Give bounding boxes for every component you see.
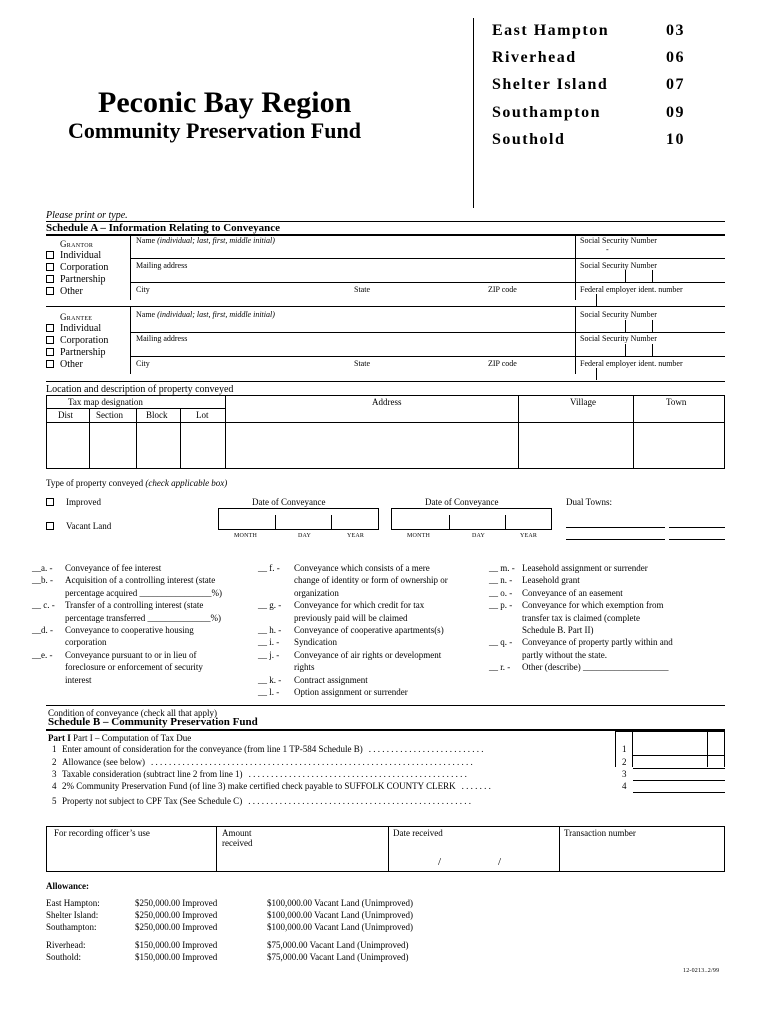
conveyance-code-text: change of identity or form of ownership or [294,575,448,586]
line-amount-field[interactable] [633,780,725,793]
leader-dots: . . . . . . . . . . . . . . . . . . . . . . . . . . . . . . . . . . . . . . . . . . . . . . . . . [248,769,467,779]
conveyance-code-blank[interactable]: __d. - [32,625,53,635]
town-name: Riverhead [492,49,577,66]
rule [625,270,626,282]
lot-header: Lot [196,410,209,420]
conveyance-code-text: Option assignment or surrender [294,687,408,697]
date-received-label: Date received [393,828,443,838]
grantor-partnership-checkbox[interactable] [46,274,106,285]
rule [559,826,560,872]
line-number: 3 [52,769,57,779]
grantee-heading: Grantee [60,312,93,322]
option-label: Corporation [60,335,109,346]
leader-dots: . . . . . . . . . . . . . . . . . . . . . . . . . . . . . . . . . . . . . . . . . . . . . . . . . . . . . . . . . . . . . . . . . . . . . . . . [150,757,473,767]
print-note: Please print or type. [46,210,128,221]
form-title: Peconic Bay Region [98,86,352,119]
rule [652,320,653,332]
rule [225,395,226,469]
allowance-vacant: $100,000.00 Vacant Land (Unimproved) [267,910,414,920]
header-divider [473,18,474,208]
line-text [62,757,607,767]
grantee-name-field[interactable]: Name (individual; last, first, middle initial) [136,310,275,319]
line-label: Property not subject to CPF Tax (See Schedule C) [62,796,243,806]
conveyance-code-text: percentage transferred ______________%) [65,612,221,623]
conveyance-code-text: Acquisition of a controlling interest (state [65,575,216,586]
town-code: 06 [666,49,685,66]
line-text [62,769,607,779]
rule [130,356,725,357]
checkbox-icon [46,324,54,332]
part1-title: Part I Part I – Computation of Tax Due [48,733,192,743]
line-label: Taxable consideration (subtract line 2 from line 1) [62,769,243,779]
date-of-conveyance-field-2[interactable] [391,508,552,530]
allowance-improved: $250,000.00 Improved [135,910,218,920]
line-box-number: 1 [622,744,627,754]
month-label: MONTH [407,533,430,539]
rule [652,270,653,282]
leader-dots: . . . . . . . [461,781,491,791]
allowance-vacant: $75,000.00 Vacant Land (Unimproved) [267,940,409,950]
conveyance-code-text: Conveyance of cooperative apartments(s) [294,625,444,635]
line-box-number: 3 [622,769,627,779]
ssn-dash: - [606,245,609,254]
vacant-land-checkbox[interactable] [46,521,111,531]
conveyance-code-blank[interactable]: __ h. - [258,625,282,635]
conveyance-code-text: rights [294,662,315,673]
option-label: Partnership [60,274,106,285]
rule [596,368,597,380]
rule [130,234,131,300]
conveyance-code-text: interest [65,674,92,685]
grantor-state-field[interactable]: State [354,285,370,294]
option-label: Individual [60,250,102,261]
conveyance-code-text: percentage acquired ________________%) [65,587,222,598]
allowance-improved: $150,000.00 Improved [135,952,218,962]
conveyance-code-text: Other (describe) ___________________ [522,662,669,673]
rule [130,258,725,259]
grantee-mailing-field[interactable]: Mailing address [136,334,188,343]
conveyance-code-blank[interactable]: __ p. - [489,600,513,611]
town-code: 03 [666,22,685,39]
rule [46,705,725,706]
checkbox-icon [46,360,54,368]
dual-town-field-4[interactable] [669,539,725,540]
date-slash: / [498,856,502,868]
grantor-name-field[interactable]: Name (individual; last, first, middle initial) [136,236,275,245]
grantor-fein-field[interactable]: Federal employer ident. number [580,285,683,294]
town-header: Town [666,397,687,407]
grantor-individual-checkbox[interactable] [46,250,101,261]
conveyance-code-blank[interactable]: __ k. - [258,674,282,685]
conveyance-code-blank[interactable]: __ o. - [489,587,513,598]
conveyance-code-text: Syndication [294,637,337,648]
line-label: 2% Community Preservation Fund (of line 3) make certified check payable to SUFFOLK COUNTY CLERK [62,781,456,791]
rule [46,381,725,382]
rule [449,515,450,530]
conveyance-code-blank[interactable]: __ q. - [489,637,513,648]
checkbox-icon [46,251,54,259]
dist-header: Dist [58,410,74,420]
grantor-corporation-checkbox[interactable] [46,262,108,273]
improved-checkbox[interactable] [46,497,101,507]
tax-map-header: Tax map designation [68,397,143,407]
conveyance-code-text: Schedule B. Part II) [522,625,594,635]
grantee-other-checkbox[interactable] [46,359,83,370]
form-number: 12-0213..2/99 [683,968,720,974]
grantor-mailing-field[interactable]: Mailing address [136,261,188,270]
section-header: Section [96,410,123,420]
conveyance-code-text: transfer tax is claimed (complete [522,612,640,623]
conveyance-code-text: corporation [65,637,107,648]
conveyance-code-text: Conveyance for which credit for tax [294,600,425,611]
transaction-number-label: Transaction number [564,828,636,838]
year-label: YEAR [347,533,365,539]
property-type-title: Type of property conveyed (check applicable box) [46,478,228,488]
town-code: 09 [666,104,685,121]
rule [388,826,389,872]
location-title: Location and description of property conveyed [46,384,234,395]
grantee-ssn-field[interactable]: Social Security Number [580,310,657,319]
allowance-improved: $150,000.00 Improved [135,940,218,950]
conveyance-code-blank[interactable]: __ g. - [258,600,282,611]
date-of-conveyance-label: Date of Conveyance [252,497,326,507]
rule [575,306,576,374]
allowance-town: Southampton: [46,922,97,932]
checkbox-icon [46,263,54,271]
conveyance-code-blank[interactable]: __ i. - [258,637,280,648]
dual-towns-label: Dual Towns: [566,497,612,507]
conveyance-code-text: Transfer of a controlling interest (state [65,600,204,611]
form-subtitle: Community Preservation Fund [68,118,361,143]
grantee-city-field[interactable]: City [136,359,150,368]
grantee-ssn-field-2[interactable]: Social Security Number [580,334,657,343]
line-box-number: 4 [622,781,627,791]
conveyance-code-text: Conveyance of an easement [522,587,623,598]
village-header: Village [570,397,596,407]
day-label: DAY [298,533,312,539]
conveyance-code-text: previously paid will be claimed [294,612,408,623]
conveyance-code-blank[interactable]: __ c. - [32,600,55,611]
conveyance-code-blank[interactable]: __ j. - [258,649,280,660]
conveyance-code-text: Conveyance which consists of a mere [294,563,430,573]
town-name: East Hampton [492,22,610,39]
grantee-partnership-checkbox[interactable] [46,347,106,358]
conveyance-code-blank[interactable]: __a. - [32,563,53,573]
grantee-corporation-checkbox[interactable] [46,335,108,346]
conveyance-code-blank[interactable]: __ l. - [258,687,280,697]
option-label: Individual [60,323,102,334]
dual-town-field-2[interactable] [669,527,725,528]
rule [633,395,634,469]
grantor-ssn-field[interactable]: Social Security Number [580,236,657,245]
town-name: Southold [492,131,566,148]
conveyance-code-text: Leasehold grant [522,575,580,586]
grantor-heading: Grantor [60,239,94,249]
allowance-town: Riverhead: [46,940,86,950]
rule [180,408,181,469]
option-label: Other [60,359,83,370]
conveyance-code-blank[interactable]: __ m. - [489,563,515,573]
grantee-state-field[interactable]: State [354,359,370,368]
rule [596,294,597,306]
conveyance-code-text: Conveyance pursuant to or in lieu of [65,649,197,660]
condition-label: Condition of conveyance (check all that apply) [48,708,217,718]
received-label: received [222,838,253,848]
conveyance-code-text: Contract assignment [294,674,368,685]
conveyance-code-text: Conveyance for which exemption from [522,600,664,611]
conveyance-code-text: Conveyance of air rights or development [294,649,442,660]
grantor-other-checkbox[interactable] [46,286,83,297]
rule [89,408,90,469]
checkbox-icon [46,498,54,506]
rule [518,395,519,469]
conveyance-code-text: organization [294,587,339,598]
rule [331,515,332,530]
conveyance-code-text: Conveyance of fee interest [65,563,162,573]
allowance-vacant: $75,000.00 Vacant Land (Unimproved) [267,952,409,962]
option-label: Other [60,286,83,297]
schedule-b-title: Schedule B – Community Preservation Fund [48,716,258,728]
allowance-town: Shelter Island: [46,910,99,920]
checkbox-icon [46,287,54,295]
line-number: 1 [52,744,57,754]
allowance-town: Southold: [46,952,82,962]
allowance-vacant: $100,000.00 Vacant Land (Unimproved) [267,922,414,932]
conveyance-code-blank[interactable]: __ n. - [489,575,513,586]
allowance-improved: $250,000.00 Improved [135,922,218,932]
checkbox-icon [46,348,54,356]
rule [216,826,217,872]
checkbox-icon [46,336,54,344]
rule [632,731,633,767]
conveyance-code-blank[interactable]: __ f. - [258,563,280,573]
rule [575,234,576,300]
date-slash: / [438,856,442,868]
line-number: 2 [52,757,57,767]
grantor-zip-field[interactable]: ZIP code [488,285,517,294]
rule [130,332,725,333]
conveyance-code-text: Leasehold assignment or surrender [522,563,648,573]
leader-dots: . . . . . . . . . . . . . . . . . . . . . . . . . . [368,744,484,754]
conveyance-code-blank[interactable]: __b. - [32,575,53,586]
amount-label: Amount [222,828,252,838]
conveyance-code-text: foreclosure or enforcement of security [65,662,203,673]
rule [46,306,725,307]
day-label: DAY [472,533,486,539]
line-label: Enter amount of consideration for the conveyance (from line 1 TP-584 Schedule B) [62,744,363,754]
date-of-conveyance-field[interactable] [218,508,379,530]
allowance-title: Allowance: [46,881,89,891]
conveyance-code-text: Conveyance of property partly within and [522,637,673,648]
option-label: Vacant Land [66,521,112,531]
grantee-zip-field[interactable]: ZIP code [488,359,517,368]
line-text [62,781,607,791]
conveyance-code-blank[interactable]: __e. - [32,649,53,660]
checkbox-icon [46,275,54,283]
line-text [62,744,607,754]
line-label: Allowance (see below) [62,757,145,767]
conveyance-code-text: partly without the state. [522,649,607,660]
line-text [62,796,607,806]
town-name: Southampton [492,104,601,121]
option-label: Corporation [60,262,109,273]
rule [625,344,626,356]
grantor-ssn-field-2[interactable]: Social Security Number [580,261,657,270]
line-number: 4 [52,781,57,791]
rule [275,515,276,530]
town-code: 07 [666,76,685,93]
allowance-town: East Hampton: [46,898,100,908]
option-label: Improved [66,497,101,507]
option-label: Partnership [60,347,106,358]
block-header: Block [146,410,168,420]
town-name: Shelter Island [492,76,609,93]
year-label: YEAR [520,533,538,539]
allowance-vacant: $100,000.00 Vacant Land (Unimproved) [267,898,414,908]
grantee-individual-checkbox[interactable] [46,323,101,334]
rule [46,422,725,423]
rule [136,408,137,469]
conveyance-code-blank[interactable]: __ r. - [489,662,511,673]
month-label: MONTH [234,533,257,539]
dual-town-field-1[interactable] [566,527,665,528]
schedule-a-title: Schedule A – Information Relating to Conveyance [46,222,281,234]
rule [652,344,653,356]
town-code: 10 [666,131,685,148]
dual-town-field-3[interactable] [566,539,665,540]
grantee-fein-field[interactable]: Federal employer ident. number [580,359,683,368]
rule [707,731,708,767]
rule [505,515,506,530]
line-number: 5 [52,796,57,806]
conveyance-code-text: Conveyance to cooperative housing [65,625,194,635]
line-box-number: 2 [622,757,627,767]
grantor-city-field[interactable]: City [136,285,150,294]
checkbox-icon [46,522,54,530]
address-header: Address [372,397,402,407]
rule [130,282,725,283]
recording-officer-label: For recording officer’s use [54,828,150,838]
leader-dots: . . . . . . . . . . . . . . . . . . . . . . . . . . . . . . . . . . . . . . . . . . . . . . . . . . [248,796,471,806]
rule [130,306,131,374]
rule [625,320,626,332]
date-of-conveyance-label-2: Date of Conveyance [425,497,499,507]
allowance-improved: $250,000.00 Improved [135,898,218,908]
